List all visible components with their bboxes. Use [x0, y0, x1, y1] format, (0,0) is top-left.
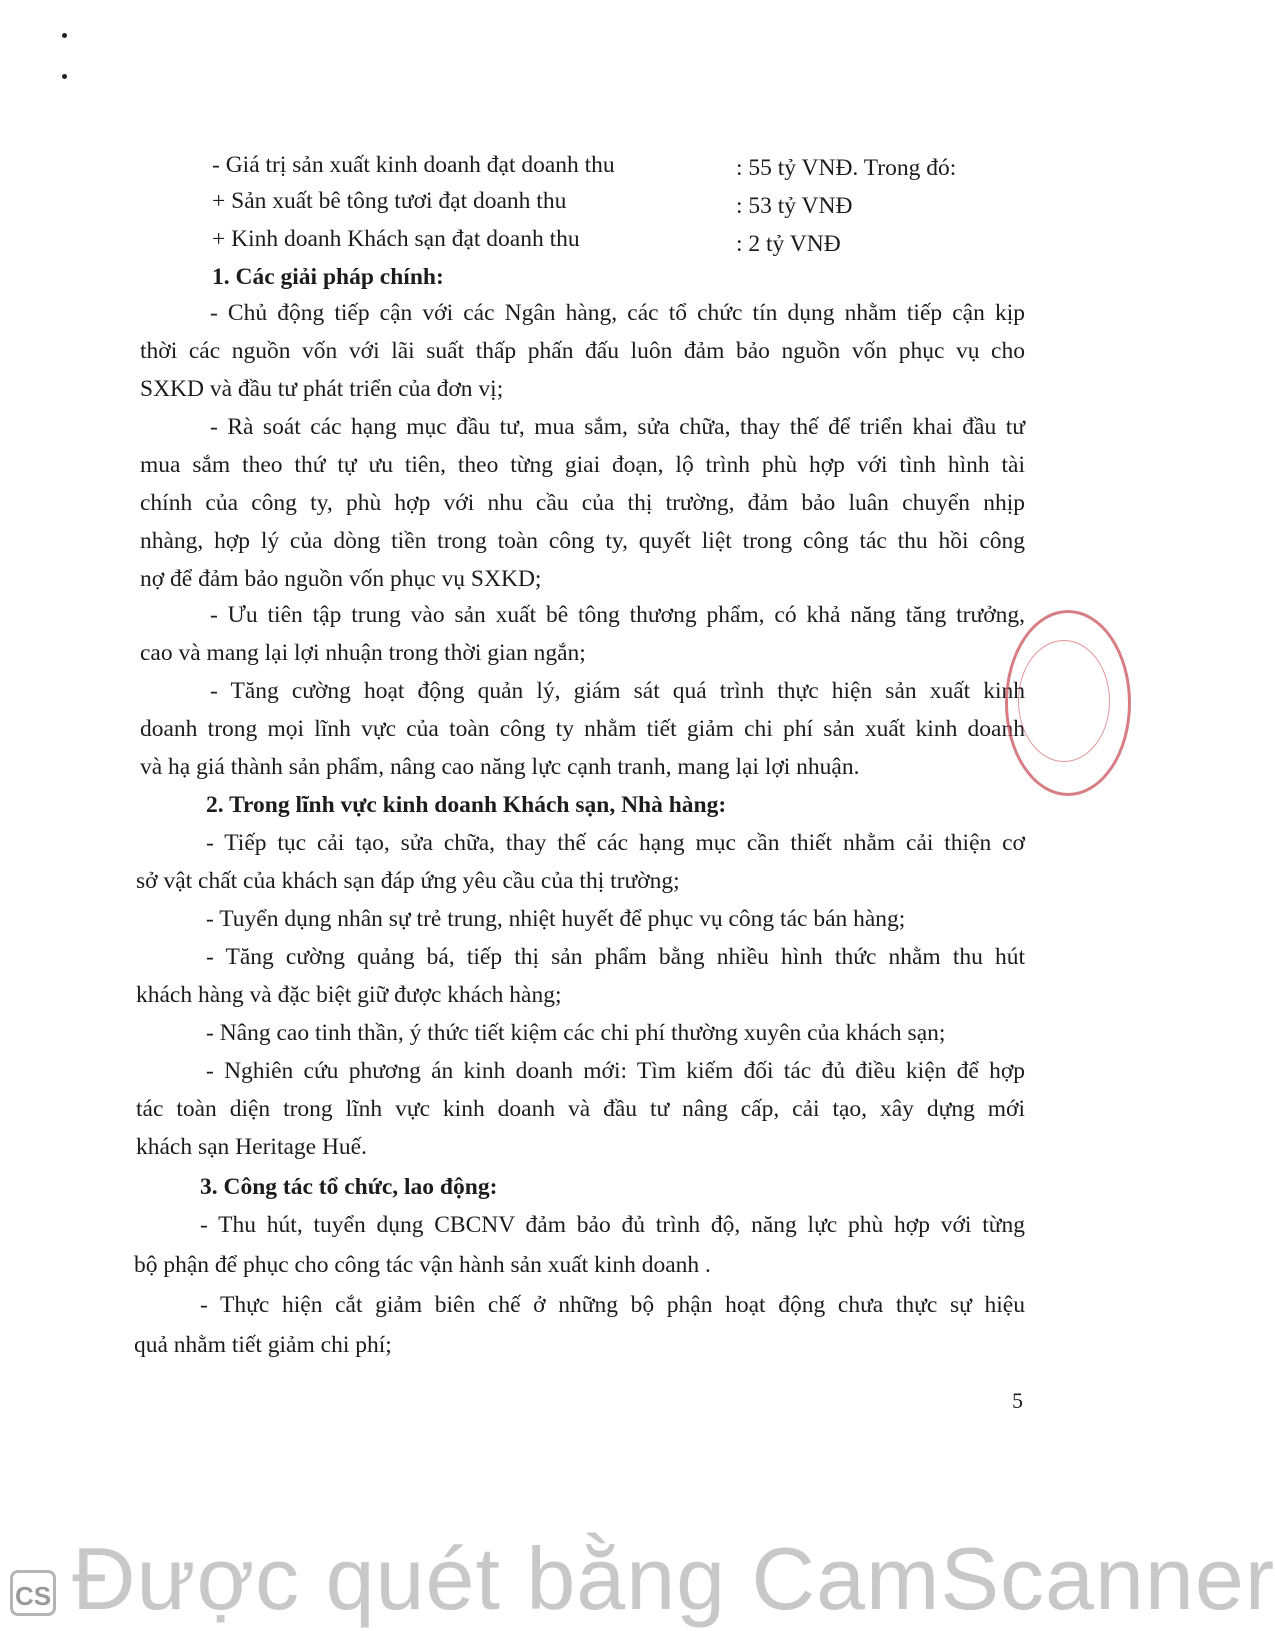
paragraph-line: nợ để đảm bảo nguồn vốn phục vụ SXKD; [140, 566, 542, 592]
summary-label: + Sản xuất bê tông tươi đạt doanh thu [212, 188, 567, 214]
paragraph-line: - Tăng cường hoạt động quản lý, giám sát quá trình thực hiện sản xuất kinh [210, 678, 1025, 704]
paragraph-line: - Tiếp tục cải tạo, sửa chữa, thay thế các hạng mục cần thiết nhằm cải thiện cơ [206, 830, 1025, 856]
paragraph-line: mua sắm theo thứ tự ưu tiên, theo từng giai đoạn, lộ trình phù hợp với tình hình tài [140, 452, 1025, 478]
summary-label: + Kinh doanh Khách sạn đạt doanh thu [212, 226, 580, 252]
paragraph-line: - Ưu tiên tập trung vào sản xuất bê tông thương phẩm, có khả năng tăng trưởng, [210, 602, 1025, 628]
paragraph-line: thời các nguồn vốn với lãi suất thấp phấn đấu luôn đảm bảo nguồn vốn phục vụ cho [140, 338, 1025, 364]
section-heading: 3. Công tác tổ chức, lao động: [200, 1174, 498, 1200]
paragraph-line: - Thu hút, tuyển dụng CBCNV đảm bảo đủ trình độ, năng lực phù hợp với từng [200, 1212, 1025, 1238]
summary-value: : 2 tỷ VNĐ [736, 231, 841, 257]
summary-value: : 55 tỷ VNĐ. Trong đó: [736, 155, 957, 181]
paragraph-line: doanh trong mọi lĩnh vực của toàn công ty nhằm tiết giảm chi phí sản xuất kinh doanh [140, 716, 1025, 742]
paragraph-line: - Nghiên cứu phương án kinh doanh mới: Tìm kiếm đối tác đủ điều kiện để hợp [206, 1058, 1025, 1084]
paragraph-line: tác toàn diện trong lĩnh vực kinh doanh và đầu tư nâng cấp, cải tạo, xây dựng mới [136, 1096, 1025, 1122]
scan-dot [62, 33, 67, 38]
camscanner-logo-icon: CS [10, 1570, 56, 1616]
summary-label: - Giá trị sản xuất kinh doanh đạt doanh thu [212, 152, 615, 178]
section-heading: 1. Các giải pháp chính: [212, 264, 444, 290]
paragraph-line: cao và mang lại lợi nhuận trong thời gian ngắn; [140, 640, 586, 666]
paragraph-line: - Tăng cường quảng bá, tiếp thị sản phẩm bằng nhiều hình thức nhằm thu hút [206, 944, 1025, 970]
paragraph-line: - Tuyển dụng nhân sự trẻ trung, nhiệt huyết để phục vụ công tác bán hàng; [206, 906, 906, 932]
paragraph-line: SXKD và đầu tư phát triển của đơn vị; [140, 376, 504, 402]
paragraph-line: quả nhằm tiết giảm chi phí; [134, 1332, 392, 1358]
paragraph-line: - Nâng cao tinh thần, ý thức tiết kiệm các chi phí thường xuyên của khách sạn; [206, 1020, 946, 1046]
paragraph-line: khách sạn Heritage Huế. [136, 1134, 367, 1160]
paragraph-line: chính của công ty, phù hợp với nhu cầu của thị trường, đảm bảo luân chuyển nhịp [140, 490, 1025, 516]
page-number: 5 [1012, 1388, 1023, 1413]
paragraph-line: bộ phận để phục cho công tác vận hành sản xuất kinh doanh . [134, 1252, 711, 1278]
paragraph-line: khách hàng và đặc biệt giữ được khách hàng; [136, 982, 562, 1008]
paragraph-line: nhàng, hợp lý của dòng tiền trong toàn công ty, quyết liệt trong công tác thu hồi công [140, 528, 1025, 554]
scan-dot [62, 74, 67, 79]
scanner-watermark [0, 1529, 1275, 1631]
summary-value: : 53 tỷ VNĐ [736, 193, 853, 219]
paragraph-line: - Rà soát các hạng mục đầu tư, mua sắm, sửa chữa, thay thế để triển khai đầu tư [210, 414, 1025, 440]
paragraph-line: sở vật chất của khách sạn đáp ứng yêu cầu của thị trường; [136, 868, 680, 894]
watermark-text: Được quét bằng CamScanner [72, 1529, 1275, 1628]
section-heading: 2. Trong lĩnh vực kinh doanh Khách sạn, Nhà hàng: [206, 792, 727, 818]
paragraph-line: - Thực hiện cắt giảm biên chế ở những bộ phận hoạt động chưa thực sự hiệu [200, 1292, 1025, 1318]
paragraph-line: - Chủ động tiếp cận với các Ngân hàng, các tổ chức tín dụng nhằm tiếp cận kịp [210, 300, 1025, 326]
company-stamp-inner-ring [1018, 640, 1110, 762]
paragraph-line: và hạ giá thành sản phẩm, nâng cao năng lực cạnh tranh, mang lại lợi nhuận. [140, 754, 860, 780]
